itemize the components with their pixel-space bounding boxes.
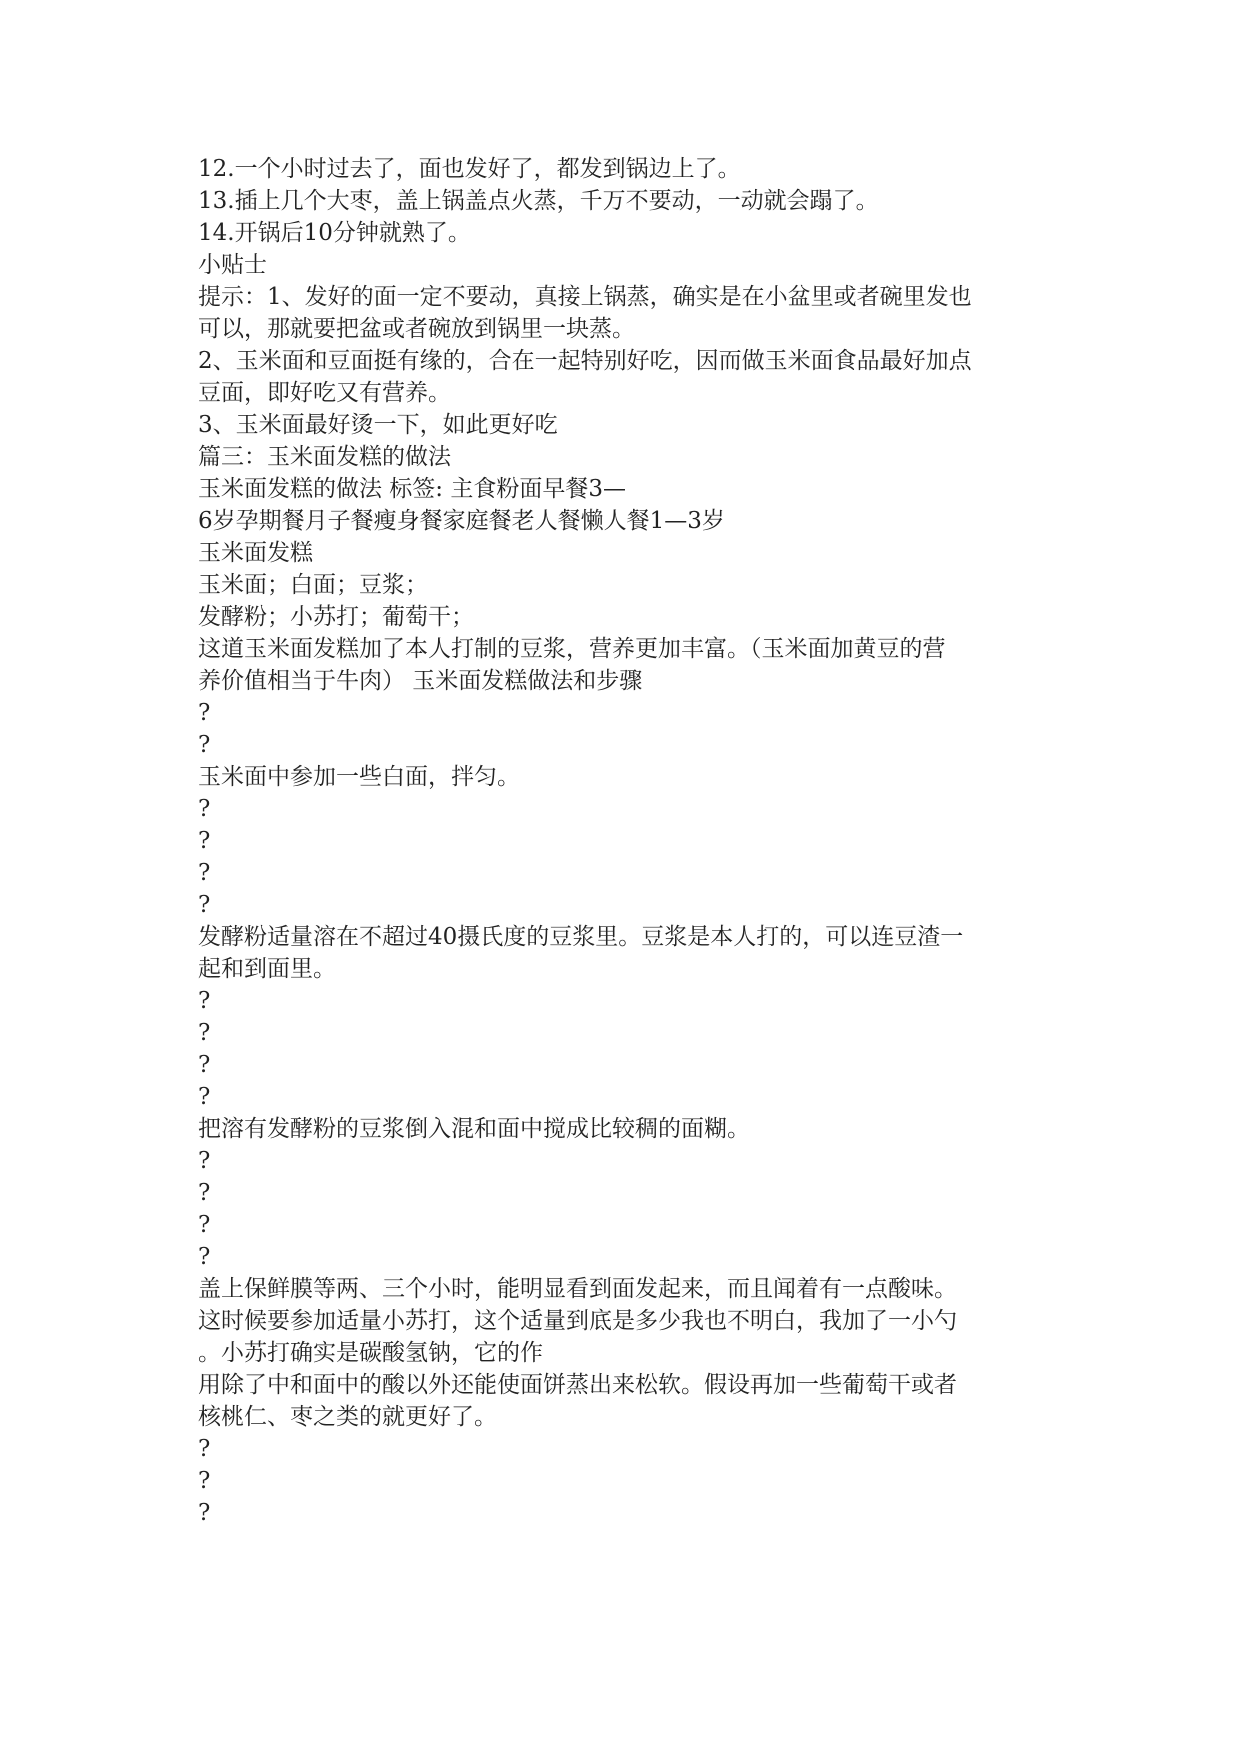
section-heading: 小贴士 (198, 252, 267, 278)
placeholder-mark: ? (198, 1500, 211, 1526)
step-text: 核桃仁、枣之类的就更好了。 (198, 1404, 497, 1430)
text-line: 这道玉米面发糕加了本人打制的豆浆，营养更加丰富。（玉米面加黄豆的营 (198, 636, 946, 662)
step-text: 起和到面里。 (198, 956, 336, 982)
ingredients-line: 玉米面；白面；豆浆； (198, 572, 428, 598)
step-text: 用除了中和面中的酸以外还能使面饼蒸出来松软。假设再加一些葡萄干或者 (198, 1372, 957, 1398)
text-line: 13.插上几个大枣，盖上锅盖点火蒸，千万不要动，一动就会蹋了。 (198, 188, 879, 214)
step-text: 。小苏打确实是碳酸氢钠，它的作 (198, 1340, 543, 1366)
placeholder-mark: ? (198, 892, 211, 918)
text-line: 14.开锅后10分钟就熟了。 (198, 220, 471, 246)
text-line: 可以，那就要把盆或者碗放到锅里一块蒸。 (198, 316, 635, 342)
step-text: 玉米面中参加一些白面，拌匀。 (198, 764, 520, 790)
placeholder-mark: ? (198, 732, 211, 758)
placeholder-mark: ? (198, 860, 211, 886)
text-line: 玉米面发糕的做法 标签: 主食粉面早餐3— (198, 476, 627, 502)
document-body (198, 153, 1038, 1529)
step-text: 盖上保鲜膜等两、三个小时，能明显看到面发起来，而且闻着有一点酸味。 (198, 1276, 957, 1302)
placeholder-mark: ? (198, 1084, 211, 1110)
text-line: 3、玉米面最好烫一下，如此更好吃 (198, 412, 558, 438)
placeholder-mark: ? (198, 796, 211, 822)
text-line: 2、玉米面和豆面挺有缘的，合在一起特别好吃，因而做玉米面食品最好加点 (198, 348, 972, 374)
placeholder-mark: ? (198, 1180, 211, 1206)
step-text: 把溶有发酵粉的豆浆倒入混和面中搅成比较稠的面糊。 (198, 1116, 750, 1142)
ingredients-line: 发酵粉；小苏打；葡萄干； (198, 604, 474, 630)
section-heading: 篇三：玉米面发糕的做法 (198, 444, 451, 470)
placeholder-mark: ? (198, 1436, 211, 1462)
text-line: 6岁孕期餐月子餐瘦身餐家庭餐老人餐懒人餐1—3岁 (198, 508, 725, 534)
placeholder-mark: ? (198, 988, 211, 1014)
placeholder-mark: ? (198, 1148, 211, 1174)
step-text: 发酵粉适量溶在不超过40摄氏度的豆浆里。豆浆是本人打的，可以连豆渣一 (198, 924, 964, 950)
placeholder-mark: ? (198, 1052, 211, 1078)
placeholder-mark: ? (198, 700, 211, 726)
text-line: 12.一个小时过去了，面也发好了，都发到锅边上了。 (198, 156, 741, 182)
step-text: 这时候要参加适量小苏打，这个适量到底是多少我也不明白，我加了一小勺 (198, 1308, 957, 1334)
placeholder-mark: ? (198, 1212, 211, 1238)
placeholder-mark: ? (198, 1244, 211, 1270)
placeholder-mark: ? (198, 828, 211, 854)
placeholder-mark: ? (198, 1020, 211, 1046)
text-line: 养价值相当于牛肉） 玉米面发糕做法和步骤 (198, 668, 643, 694)
placeholder-mark: ? (198, 1468, 211, 1494)
recipe-title: 玉米面发糕 (198, 540, 313, 566)
text-line: 提示：1、发好的面一定不要动，真接上锅蒸，确实是在小盆里或者碗里发也 (198, 284, 972, 310)
text-line: 豆面，即好吃又有营养。 (198, 380, 451, 406)
